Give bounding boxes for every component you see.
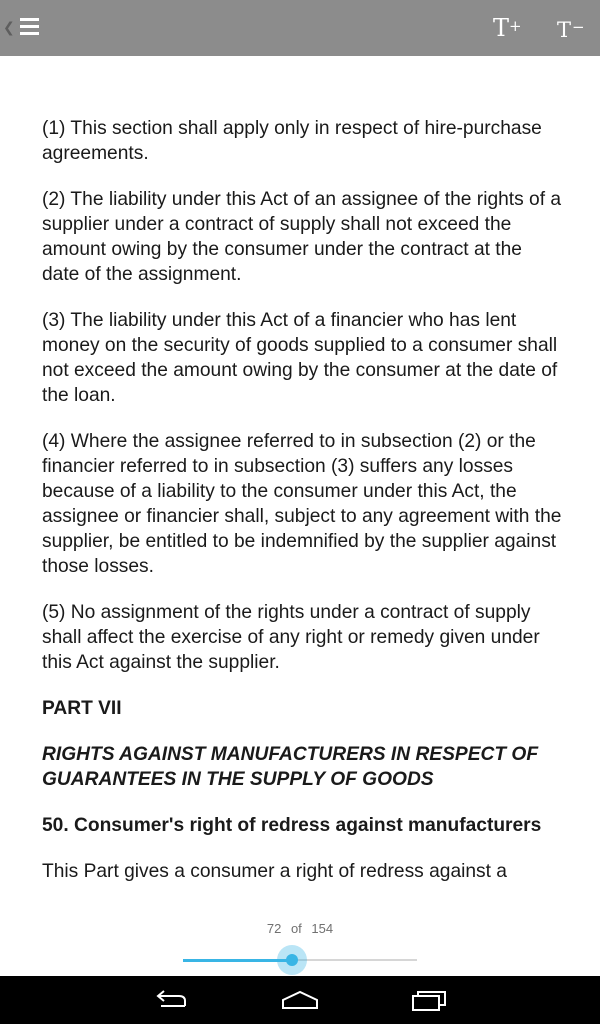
back-caret-icon[interactable]: ❮ <box>3 19 15 35</box>
system-nav-bar <box>0 976 600 1024</box>
recent-apps-icon[interactable] <box>409 986 449 1014</box>
paragraph-4: (4) Where the assignee referred to in subsection (2) or the financier referred to in subsection (3) suffers any losses because of a liability to the consumer under this Act, the assignee or financier shall, subject to any agreement with the supplier, be entitled to be indemnified by the supplier against those losses. <box>42 431 562 577</box>
menu-icon[interactable] <box>20 18 40 36</box>
part-title: RIGHTS AGAINST MANUFACTURERS IN RESPECT OF GUARANTEES IN THE SUPPLY OF GOODS <box>42 744 539 790</box>
paragraph-2: (2) The liability under this Act of an assignee of the rights of a supplier under a contract of supply shall not exceed the amount owing by the consumer under the contract at the date of the assignment. <box>42 189 562 285</box>
page-indicator <box>0 920 600 938</box>
font-decrease-glyph: T <box>557 18 572 42</box>
home-icon[interactable] <box>280 986 320 1014</box>
current-page: 72 <box>266 921 282 936</box>
body-text: This Part gives a consumer a right of redress against a <box>42 861 507 882</box>
increase-font-button[interactable] <box>493 10 523 46</box>
paragraph-3: (3) The liability under this Act of a financier who has lent money on the security of goods supplied to a consumer shall not exceed the amount owing by the consumer at the date of the loan. <box>42 310 558 406</box>
of-label: of <box>290 921 302 936</box>
page-slider[interactable] <box>183 959 417 961</box>
top-toolbar <box>0 0 600 56</box>
part-label: PART VII <box>42 698 122 719</box>
font-increase-glyph: T <box>493 14 510 42</box>
paragraph-1: (1) This section shall apply only in respect of hire-purchase agreements. <box>42 118 542 164</box>
slider-progress <box>183 959 292 962</box>
font-increase-sign: + <box>509 17 522 35</box>
section-heading: 50. Consumer's right of redress against manufacturers <box>42 815 542 836</box>
document-content <box>42 116 562 905</box>
total-pages: 154 <box>311 921 334 936</box>
paragraph-5: (5) No assignment of the rights under a contract of supply shall affect the exercise of any right or remedy given under this Act against the supplier. <box>42 602 540 673</box>
slider-thumb[interactable] <box>277 945 307 975</box>
decrease-font-button[interactable] <box>557 10 587 46</box>
back-arrow-icon[interactable] <box>151 986 191 1014</box>
font-decrease-sign: − <box>572 18 585 36</box>
